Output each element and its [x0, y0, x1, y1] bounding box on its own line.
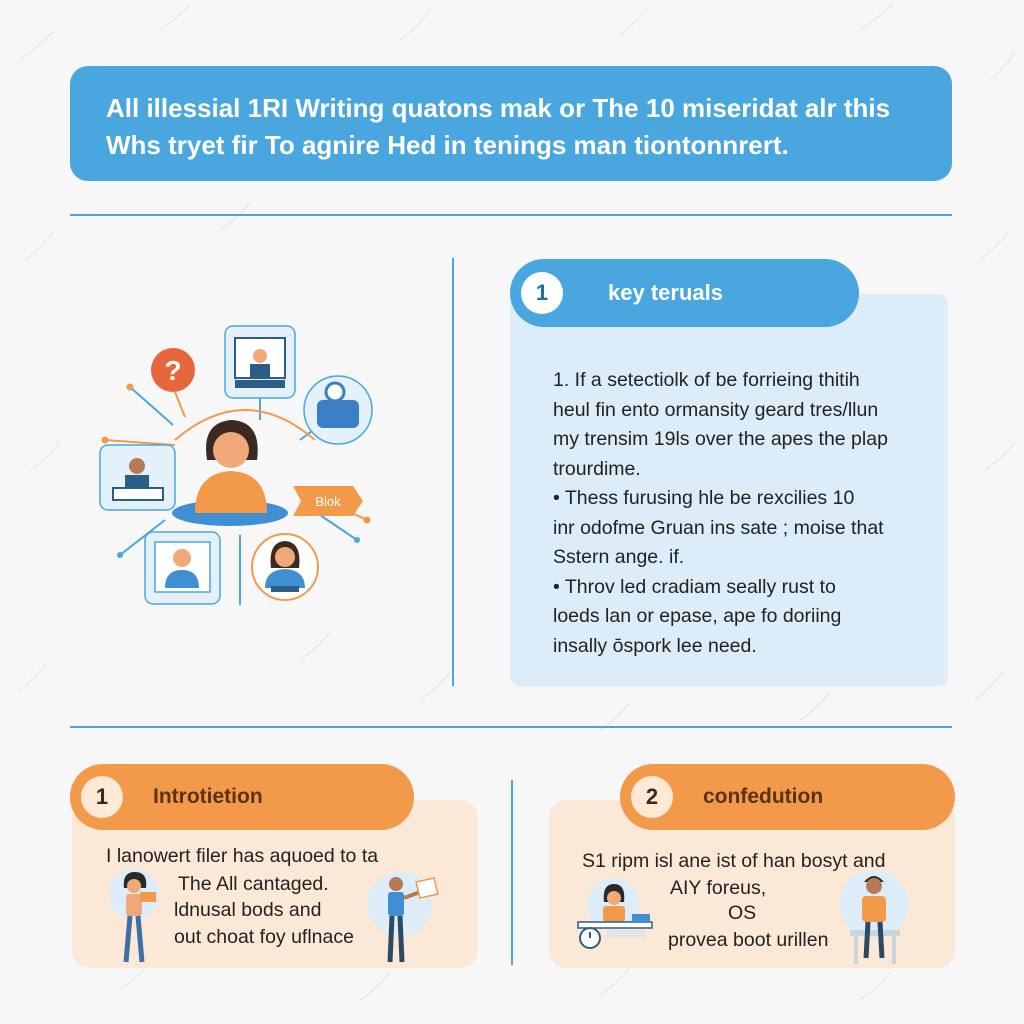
- central-person: [172, 420, 288, 526]
- conclusion-line: S1 ripm isl ane ist of han bosyt and: [582, 850, 886, 872]
- key-line: heul fin ento ormansity geard tres/llun: [553, 398, 879, 421]
- person-at-desk-illustration: [576, 876, 656, 956]
- header-banner: [70, 66, 952, 181]
- key-line: insally ōspork lee need.: [553, 634, 757, 657]
- person-with-folder-illustration: [104, 866, 164, 966]
- conclusion-line: AIY foreus,: [670, 877, 767, 899]
- key-line: • Thess furusing hle be rexcilies 10: [553, 487, 855, 509]
- intro-card-title: Introtietion: [153, 785, 263, 808]
- intro-card-header: [70, 764, 414, 830]
- seated-person-illustration: [836, 868, 916, 966]
- key-line: inr odofme Gruan ins sate ; moise that: [553, 516, 884, 539]
- divider-vertical-bottom: [511, 780, 513, 965]
- conclusion-line: OS: [728, 902, 757, 924]
- key-section-number: 1: [521, 272, 563, 314]
- conclusion-card-title: confedution: [703, 785, 824, 808]
- divider-vertical-middle: [452, 258, 454, 686]
- divider-bottom: [70, 726, 952, 728]
- question-icon: [151, 348, 195, 392]
- key-line: trourdime.: [553, 457, 641, 480]
- intro-line: ldnusal bods and: [174, 899, 322, 921]
- key-line: • Throv led cradiam seally rust to: [553, 575, 836, 598]
- key-line: Sstern ange. if.: [553, 546, 685, 568]
- conclusion-card-header: [620, 764, 955, 830]
- key-section-header: [510, 259, 859, 327]
- svg-text:?: ?: [164, 355, 182, 386]
- intro-line: The All cantaged.: [178, 873, 329, 895]
- svg-text:Blok: Blok: [315, 494, 341, 509]
- tag-label: [293, 486, 363, 516]
- intro-line: out choat foy uflnace: [174, 926, 354, 948]
- header-line-2: Whs tryet fir To agnire Hed in tenings man tiontonnrert.: [106, 130, 789, 160]
- key-line: 1. If a setectiolk of be forrieing thitih: [553, 369, 860, 391]
- header-line-1: All illessial 1RI Writing quatons mak or The 10 miseridat alr this: [106, 93, 891, 123]
- conclusion-card-number: 2: [631, 776, 673, 818]
- people-network-illustration: [95, 320, 395, 620]
- intro-card-number: 1: [81, 776, 123, 818]
- key-line: my trensim 19ls over the apes the plap: [553, 428, 888, 450]
- divider-top: [70, 214, 952, 216]
- conclusion-line: provea boot urillen: [668, 929, 829, 951]
- intro-line: I lanowert filer has aquoed to ta: [106, 845, 379, 867]
- person-with-papers-illustration: [364, 870, 444, 966]
- key-section-body: [553, 366, 923, 661]
- key-line: loeds lan or epase, ape fo doriing: [553, 605, 842, 627]
- key-section-title: key teruals: [608, 280, 723, 305]
